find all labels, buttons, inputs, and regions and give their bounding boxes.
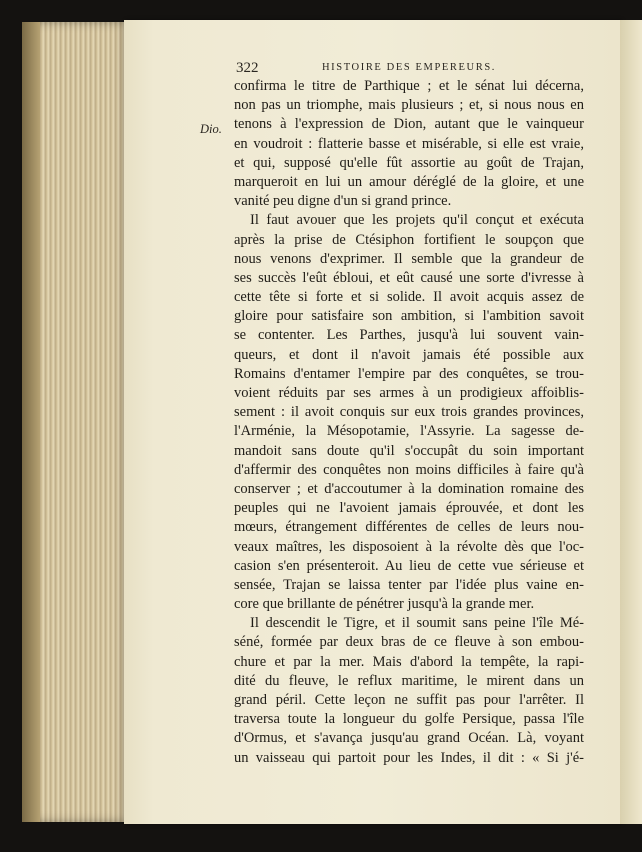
text-line: cette tête si forte et si solide. Il avoit acquis assez de — [234, 289, 584, 306]
body-text — [234, 77, 584, 768]
text-line: en voudroit : flatterie basse et misérable, si elle est vraie, — [234, 135, 584, 152]
margin-note: Dio. — [200, 122, 222, 136]
text-line: sement : il avoit conquis sur eux trois grandes provinces, — [234, 404, 584, 421]
facing-page-edge — [620, 20, 642, 824]
text-line: conserver ; et d'accoutumer à la domination romaine des — [234, 480, 584, 497]
text-line: core que brillante de pénétrer jusqu'à la grande mer. — [234, 596, 535, 613]
text-line: l'Arménie, la Mésopotamie, l'Assyrie. La sagesse de- — [234, 423, 584, 440]
text-line: d'affermir des conquêtes non moins difficiles à faire qu'à — [234, 461, 584, 478]
text-line: traversa toute la longueur du golfe Persique, passa l'île — [234, 711, 584, 728]
book-page-edges — [22, 22, 130, 822]
text-line: dité du fleuve, le reflux maritime, le mirent dans un — [234, 672, 584, 689]
text-line: Il descendit le Tigre, et il soumit sans peine l'île Mé- — [250, 615, 584, 632]
running-title: HISTOIRE DES EMPEREURS. — [322, 62, 496, 73]
text-line: queurs, et dont il n'avoit jamais été possible aux — [234, 346, 584, 363]
text-line: d'Ormus, et s'avança jusqu'au grand Océan. Là, voyant — [234, 730, 584, 747]
text-line: Romains d'entamer l'empire par des conquêtes, se trou- — [234, 365, 584, 382]
text-line: chure et par la mer. Mais d'abord la tempête, la rapi- — [234, 653, 584, 670]
text-line: nous venons d'exprimer. Il semble que la grandeur de — [234, 250, 584, 267]
text-line: veaux maîtres, les disposoient à la révolte dès que l'oc- — [234, 538, 584, 555]
text-line: se contenter. Les Parthes, jusqu'à lui souvent vain- — [234, 327, 584, 344]
text-line: et qui, supposé qu'elle fût assortie au goût de Trajan, — [234, 154, 584, 171]
text-line: grand péril. Cette leçon ne suffit pas pour l'arrêter. Il — [234, 692, 584, 708]
text-line: mœurs, étrangement différentes de celles de leurs nou- — [234, 519, 584, 536]
page-number: 322 — [236, 60, 259, 76]
text-line: après la prise de Ctésiphon fortifient le soupçon que — [234, 231, 584, 248]
text-line: Il faut avouer que les projets qu'il conçut et exécuta — [250, 212, 584, 229]
text-line: peuples qui ne l'avoient jamais éprouvée, et dont les — [234, 500, 584, 517]
text-line: sensée, Trajan se laissa tenter par l'idée plus vaine en- — [234, 576, 584, 593]
text-line: ses succès l'eût ébloui, et eût causé une sorte d'ivresse à — [234, 269, 584, 286]
text-line: tenons à l'expression de Dion, autant que le vainqueur — [234, 116, 584, 133]
text-line: mandoit sans doute qu'il s'occupât du soin important — [234, 442, 584, 459]
text-line: marqueroit en lui un amour déréglé de la gloire, et une — [234, 173, 584, 190]
text-line: vanité peu digne d'un si grand prince. — [234, 193, 452, 210]
text-line: gloire pour satisfaire son ambition, si l'ambition savoit — [234, 308, 584, 325]
text-line: confirma le titre de Parthique ; et le sénat lui décerna, — [234, 78, 584, 94]
text-line: non pas un triomphe, mais plusieurs ; et, si nous nous en — [234, 97, 584, 114]
text-line: séné, formée par deux bras de ce fleuve à son embou- — [234, 634, 584, 651]
text-line: voient réduits par ses armes à un prodigieux affoiblis- — [234, 385, 584, 401]
text-line: casion s'en présenteroit. Au lieu de cette vue sérieuse et — [234, 557, 584, 574]
text-line: un vaisseau qui partoit pour les Indes, il dit : « Si j'é- — [234, 749, 584, 766]
